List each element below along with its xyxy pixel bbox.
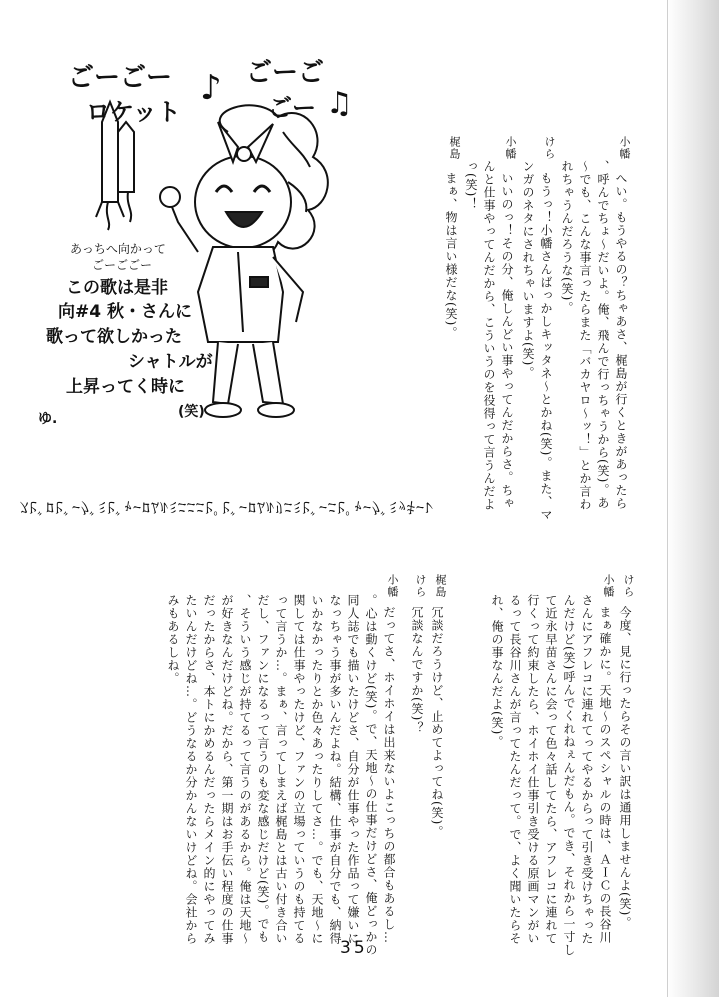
upper-dialogue-0-line-0: へい。もうやるの？ちゃあさ、梶島が行くときがあったら [614,172,628,510]
lower-dialogue-4-line-5: 関しては仕事やったけど、ファンの立場っていうのも持てる [292,594,306,945]
lower-dialogue-1-line-3: て近永早苗さんに会って色々話してたら、アフレコに連れて [544,594,558,945]
song-text-4: ごー [268,94,316,122]
lower-dialogue-1-line-1: さんにアフレコに連れてってやるからって引き受けちゃった [580,594,594,945]
lower-dialogue-4-line-9: が好きなんだけどね。だから、第一期はお手伝い程度の仕事 [220,594,234,945]
signature: ゆ. [38,411,58,427]
note-line-4: シャトルが [128,352,213,372]
lower-dialogue-1-line-2: んだけど(笑)呼んでくれねぇんだもん。でき、それから一寸し [562,594,576,957]
upper-dialogue-2-line-2: っ(笑)！ [464,160,478,211]
lower-dialogue-4-line-11: たいんだけどね…。どうなるか分かんないけどね。会社から [184,594,198,945]
speaker-upper-1: けら [543,136,556,160]
lower-dialogue-1-line-4: 行くって約束したら、ホイホイ仕事引き受ける原画マンがい [526,594,540,945]
upper-dialogue-0-line-1: 、呼んでちょ〜だいよ。俺、飛んで行っちゃうから(笑)。あ [596,160,610,510]
note-line-1: この歌は是非 [66,278,168,298]
lower-dialogue-2-line-0: 冗談だろうけど、止めてよってね(笑)。 [430,606,444,839]
note-line-2: 向#4 秋・さんに [58,302,192,322]
character-face [195,156,291,248]
lower-dialogue-3-line-0: 冗談なんですか(笑)？ [410,606,424,735]
upper-dialogue-1-line-0: もうっ！小幡さんばっかしキッタネ〜とかね(笑)。また、マ [539,172,553,522]
upper-dialogue-2-line-0: いいのっ！その分、俺しんどい事やってんだからさ。ちゃ [500,172,514,510]
lower-dialogue-1-line-6: れ、俺の事なんだよ(笑)。 [490,594,504,749]
speaker-upper-2: 小幡 [504,136,517,160]
lower-dialogue-0-line-0: 今度、見に行ったらその言い訳は通用しませんよ(笑)。 [618,606,632,930]
upper-dialogue-0-line-2: 〜でも、こんな事言ったらまた「バカヤロ〜ッ！」とか言わ [578,160,592,511]
speaker-lower-3: けら [414,574,427,598]
lower-dialogue-4-line-6: って言うか…。まぁ、言ってしまえば梶島とは古い付き合い [274,594,288,945]
note-line-6: (笑) [178,404,205,420]
song-text-3: ごーご [246,58,325,88]
lower-dialogue-4-line-12: みもあるしね。 [166,594,180,685]
song-text-2: ロケット [86,98,181,126]
music-note-icon: ♪ [200,68,222,108]
caption-small-1: あっちへ向かって [70,242,166,256]
decorative-band: ｽﾋﾞﾛﾋﾞｰｸﾞﾐﾋﾞｬｰﾛﾑﾙﾐﾆﾆﾆﾋﾟﾋﾞｰﾛﾑﾙﾘﾆﾐﾋﾞｰﾆﾋﾟｬｰｸﾞﾐｯｷｰﾚ [20,498,435,517]
upper-dialogue-1-line-1: ンガのネタにされちゃいますよ(笑)。 [521,160,535,380]
lower-dialogue-4-line-7: だし、ファンになるって言うのも変な感じだけど(笑)。でも [256,594,270,944]
lower-dialogue-4-line-10: だったからさ、本トにかめるんだったらメイン的にやってみ [202,594,216,945]
speaker-upper-0: 小幡 [618,136,631,160]
lower-dialogue-4-line-4: いかなかったりとか色々あったりしてさ…。でも、天地〜に [310,594,324,945]
upper-dialogue-0-line-3: れちゃうんだろうな(笑)。 [560,160,574,315]
speaker-lower-1: 小幡 [602,574,615,598]
speaker-lower-0: けら [622,574,635,598]
note-line-5: 上昇ってく時に [66,377,185,397]
music-note-icon-2: ♫ [326,86,353,121]
song-text-1: ごーごー [68,63,173,93]
upper-dialogue-3-line-0: まぁ、物は言い様だな(笑)。 [444,172,458,340]
lower-dialogue-4-line-3: なっちゃう事が多いんだよね。結構、仕事が自分でも、納得 [328,594,342,945]
note-line-3: 歌って欲しかった [46,327,182,347]
lower-dialogue-1-line-0: まぁ確かに。天地〜のスペシャルの時は、ＡＩＣの長谷川 [598,606,612,944]
upper-dialogue-2-line-1: んと仕事やってんだから、こういうのを役得って言うんだよ [482,160,496,511]
lower-dialogue-4-line-2: 同人誌でも描いたけどさ、自分が仕事やった作品って嫌いに [346,594,360,945]
speaker-lower-4: 小幡 [386,574,399,598]
caption-small-2: ごーごごー [92,258,153,272]
lower-dialogue-4-line-0: だってさ、ホイホイは出来ないよこっちの都合もあるし… [382,606,396,944]
page-number: 35 [340,938,368,958]
speaker-lower-2: 梶島 [434,574,447,598]
speaker-upper-3: 梶島 [448,136,461,160]
lower-dialogue-1-line-5: るって長谷川さんが言ってたんだって。で、よく聞いたらそ [508,594,522,945]
lower-dialogue-4-line-1: 。心は動くけど(笑)。で、天地〜の仕事だけどさ、俺どっかの [364,594,378,957]
lower-dialogue-4-line-8: 、そういう感じが持てるって言うのがあるから。俺は天地〜 [238,594,252,945]
